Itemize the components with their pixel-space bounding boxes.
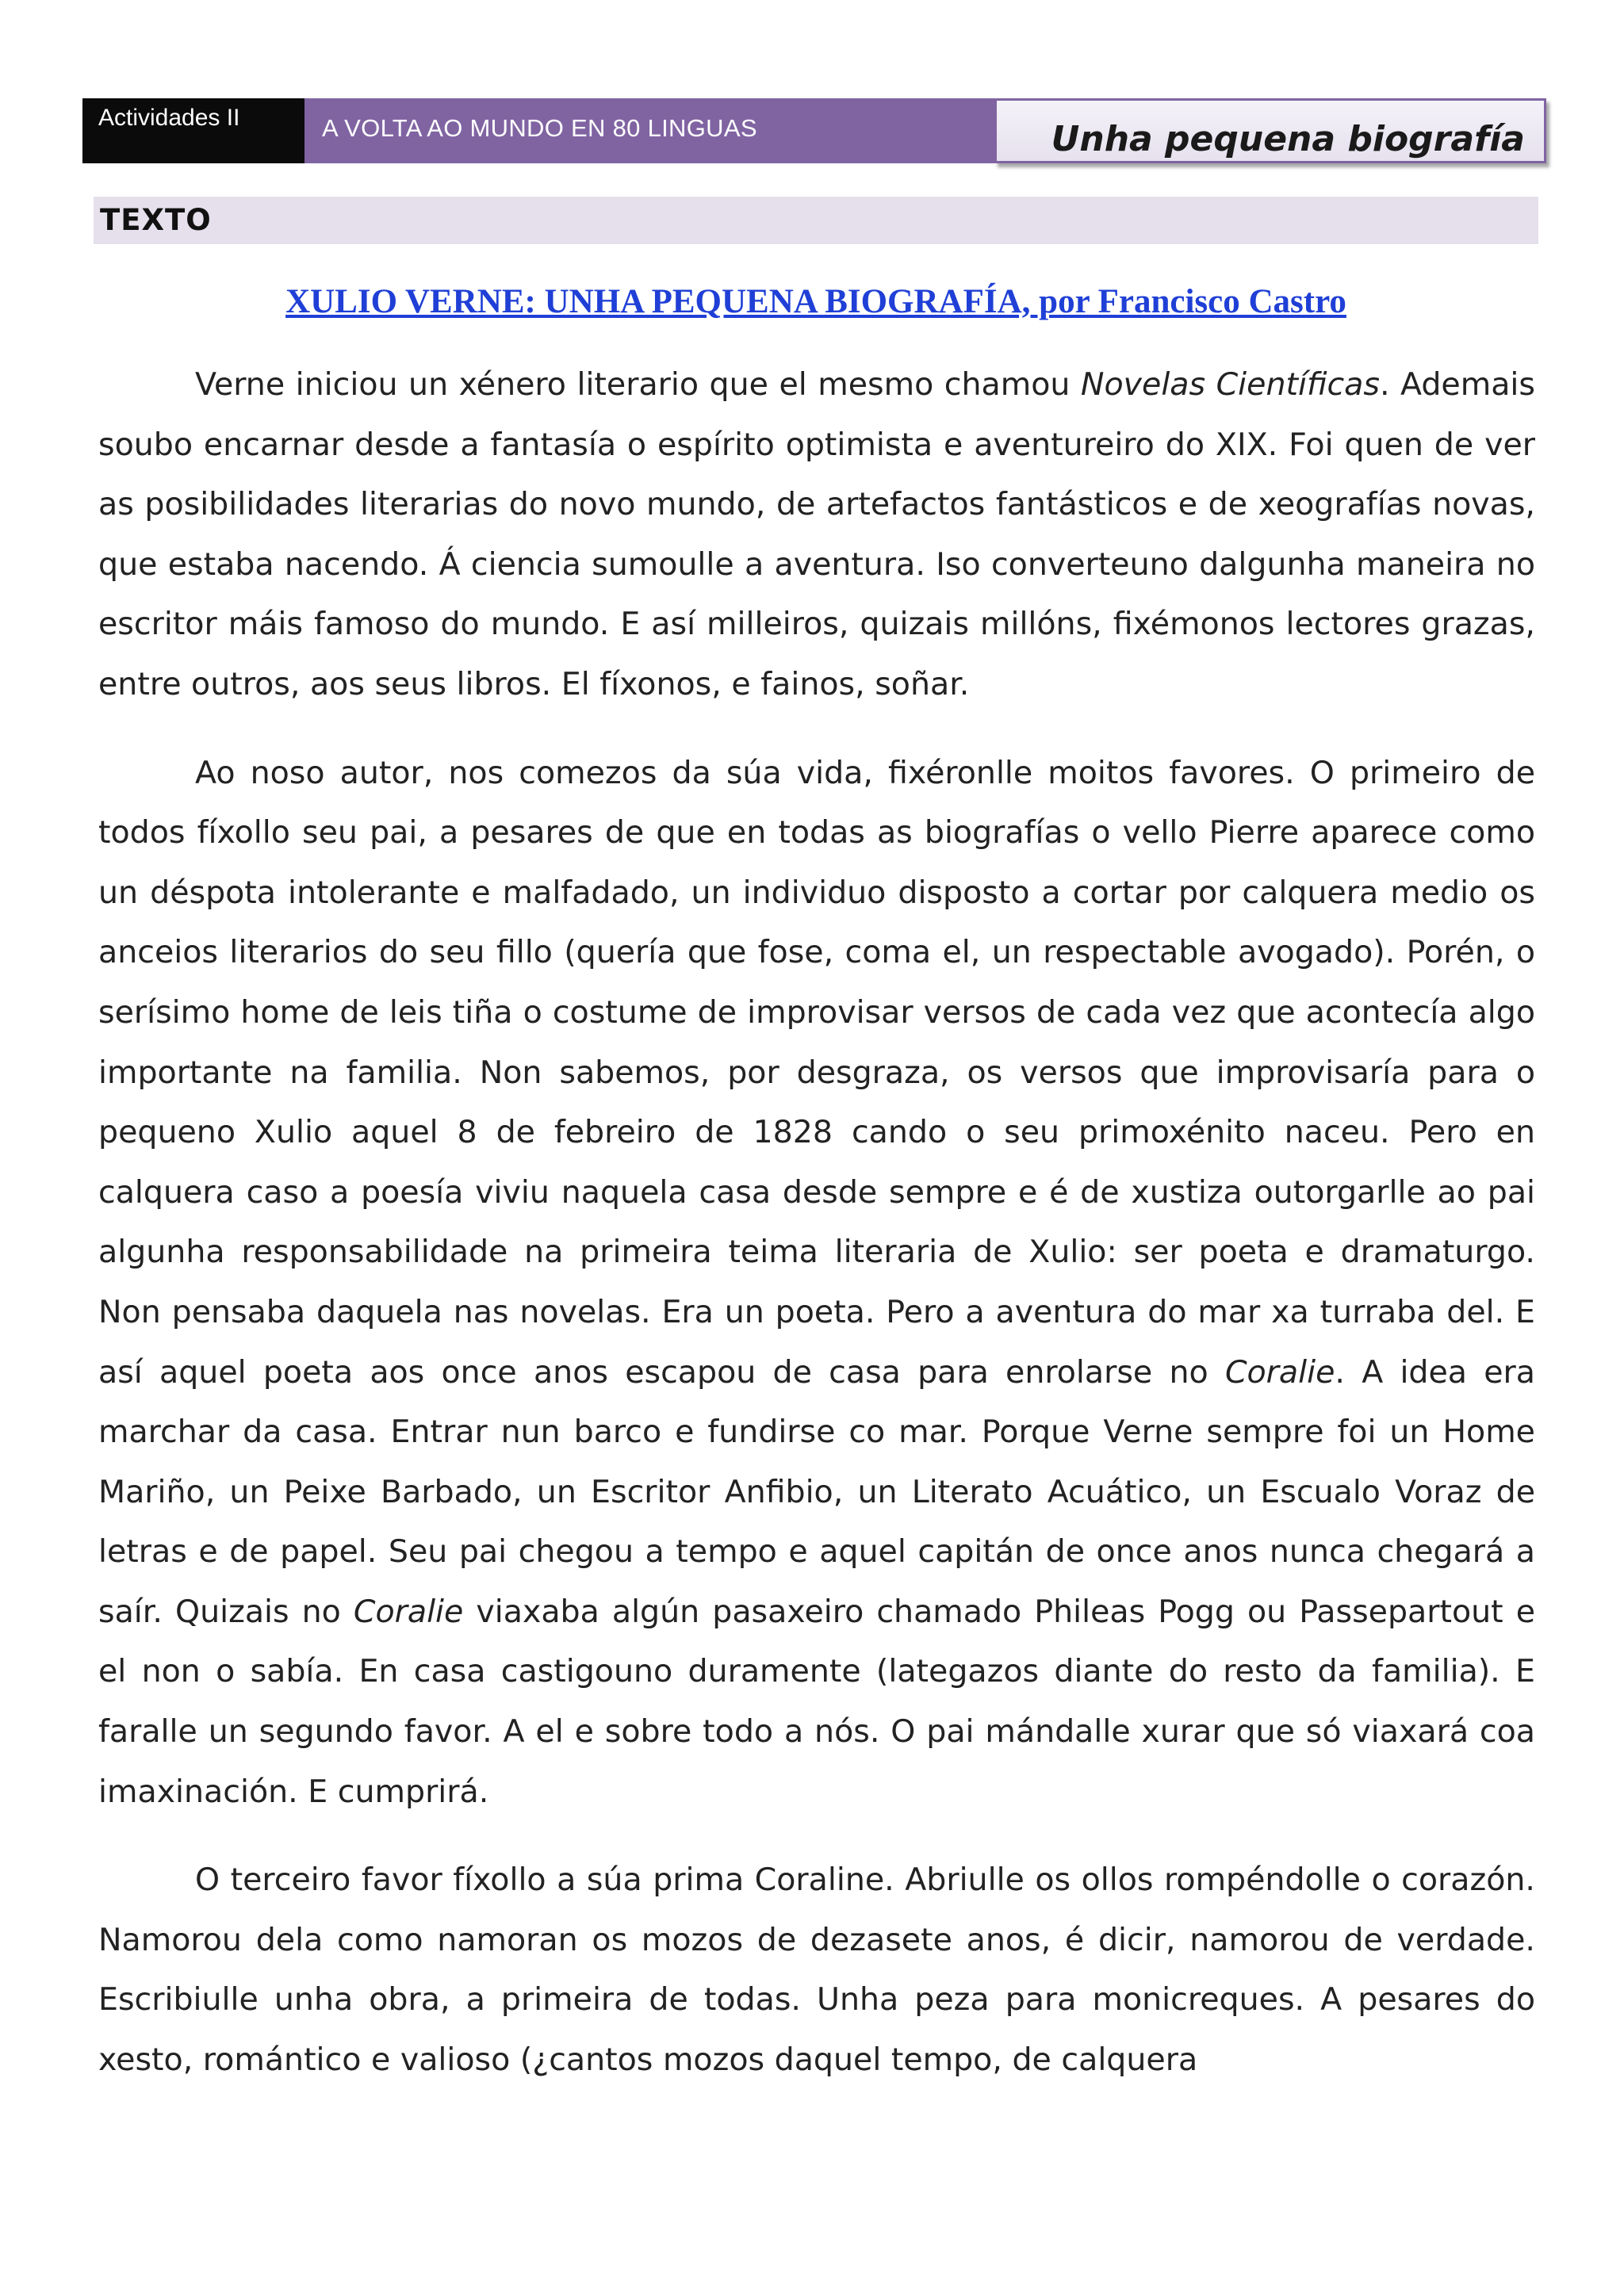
italic-ship-name: Coralie bbox=[1224, 1353, 1335, 1391]
page-title-box bbox=[994, 98, 1546, 163]
page-header bbox=[82, 98, 1546, 163]
paragraph-text: O terceiro favor fíxollo a súa prima Coraline. Abriulle os ollos rompéndolle o corazón. Namorou dela como namoran os mozos de dezasete anos, é dicir, namorou de verdade. Escribiulle unha obra, a primeira de todas. Unha peza para monicreques. A pesares do xesto, romántico e valioso (¿cantos mozos daquel tempo, de calquera bbox=[98, 1862, 1535, 2079]
italic-title: Novelas Científicas bbox=[1080, 366, 1380, 403]
section-label: Actividades II bbox=[82, 98, 304, 163]
series-title: A VOLTA AO MUNDO EN 80 LINGUAS bbox=[304, 98, 998, 163]
section-heading: TEXTO bbox=[94, 197, 1538, 244]
paragraph-3 bbox=[98, 1850, 1535, 2090]
paragraph-text: viaxaba algún pasaxeiro chamado Phileas Pogg ou Passepartout e el non o sabía. En casa castigouno duramente (lategazos diante do resto da familia). E faralle un segundo favor. A el e sobre todo a nós. O pai mándalle xurar que só viaxará coa imaxinación. E cumprirá. bbox=[98, 1593, 1536, 1810]
paragraph-2 bbox=[98, 744, 1535, 1823]
paragraph-text: Verne iniciou un xénero literario que el mesmo chamou bbox=[195, 366, 1081, 403]
body-text bbox=[98, 355, 1535, 2119]
paragraph-text: . A idea era marchar da casa. Entrar nun barco e fundirse co mar. Porque Verne sempre foi un Home Mariño, un Peixe Barbado, un Escritor Anfibio, un Literato Acuático, un Escualo Voraz de letras e de papel. Seu pai chegou a tempo e aquel capitán de once anos nunca chegará a saír. Quizais no bbox=[98, 1353, 1535, 1630]
page-title: Unha pequena biografía bbox=[1051, 119, 1525, 159]
document-title: XULIO VERNE: UNHA PEQUENA BIOGRAFÍA, por Francisco Castro bbox=[285, 283, 1346, 320]
paragraph-text: Ao noso autor, nos comezos da súa vida, fixéronlle moitos favores. O primeiro de todos fíxollo seu pai, a pesares de que en todas as biografías o vello Pierre aparece como un déspota intolerante e malfadado, un individuo disposto a cortar por calquera medio os anceios literarios do seu fillo (quería que fose, coma el, un respectable avogado). Porén, o serísimo home de leis tiña o costume de improvisar versos de cada vez que acontecía algo importante na familia. Non sabemos, por desgraza, os versos que improvisaría para o pequeno Xulio aquel 8 de febreiro de 1828 cando o seu primoxénito naceu. Pero en calquera caso a poesía viviu naquela casa desde sempre e é de xustiza outorgarlle ao pai algunha responsabilidade na primeira teima literaria de Xulio: ser poeta e dramaturgo. Non pensaba daquela nas novelas. Era un poeta. Pero a aventura do mar xa turraba del. E así aquel poeta aos once anos escapou de casa para enrolarse no bbox=[98, 754, 1535, 1391]
paragraph-text: . Ademais soubo encarnar desde a fantasía o espírito optimista e aventureiro do XIX. Foi quen de ver as posibilidades literarias do novo mundo, de artefactos fantásticos e de xeografías novas, que estaba nacendo. Á ciencia sumoulle a aventura. Iso converteuno dalgunha maneira no escritor máis famoso do mundo. E así milleiros, quizais millóns, fixémonos lectores grazas, entre outros, aos seus libros. El fíxonos, e fainos, soñar. bbox=[98, 366, 1535, 702]
paragraph-1 bbox=[98, 355, 1535, 715]
italic-ship-name: Coralie bbox=[353, 1593, 464, 1630]
